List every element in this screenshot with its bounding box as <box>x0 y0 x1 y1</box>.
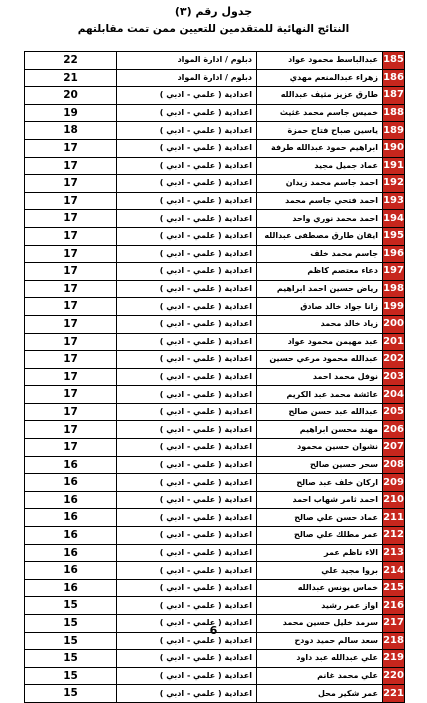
score-cell: 17 <box>25 315 117 333</box>
row-number-cell: 210 <box>383 491 405 509</box>
score-cell: 15 <box>25 650 117 668</box>
score-cell: 16 <box>25 527 117 545</box>
qualification-cell: اعدادية ( علمي - ادبي ) <box>117 104 257 122</box>
qualification-cell: اعدادية ( علمي - ادبي ) <box>117 122 257 140</box>
row-number-cell: 187 <box>383 87 405 105</box>
name-cell: خماس يونس عبدالله <box>257 579 383 597</box>
row-number-cell: 206 <box>383 421 405 439</box>
table-row <box>25 52 405 70</box>
name-cell: رياض حسين احمد ابراهيم <box>257 280 383 298</box>
table-row <box>25 597 405 615</box>
results-table-body <box>25 52 405 703</box>
score-cell: 15 <box>25 615 117 633</box>
name-cell: ايقان طارق مصطفى عبدالله <box>257 227 383 245</box>
table-row <box>25 104 405 122</box>
table-row <box>25 333 405 351</box>
row-number-cell: 215 <box>383 579 405 597</box>
score-cell: 17 <box>25 157 117 175</box>
name-cell: عبدالله عبد حسن صالح <box>257 403 383 421</box>
row-number-cell: 221 <box>383 685 405 703</box>
name-cell: زانا جواد خالد صادق <box>257 298 383 316</box>
table-row <box>25 491 405 509</box>
table-row <box>25 69 405 87</box>
row-number-cell: 218 <box>383 632 405 650</box>
row-number-cell: 194 <box>383 210 405 228</box>
row-number-cell: 193 <box>383 192 405 210</box>
name-cell: زهراء عبدالمنعم مهدي <box>257 69 383 87</box>
score-cell: 17 <box>25 192 117 210</box>
qualification-cell: اعدادية ( علمي - ادبي ) <box>117 456 257 474</box>
table-row <box>25 685 405 703</box>
row-number-cell: 189 <box>383 122 405 140</box>
score-cell: 17 <box>25 421 117 439</box>
table-label: جدول رقم (٣) <box>174 5 253 18</box>
qualification-cell: اعدادية ( علمي - ادبي ) <box>117 139 257 157</box>
qualification-cell: اعدادية ( علمي - ادبي ) <box>117 544 257 562</box>
qualification-cell: اعدادية ( علمي - ادبي ) <box>117 509 257 527</box>
qualification-cell: اعدادية ( علمي - ادبي ) <box>117 615 257 633</box>
qualification-cell: اعدادية ( علمي - ادبي ) <box>117 667 257 685</box>
name-cell: احمد فتحي جاسم محمد <box>257 192 383 210</box>
score-cell: 16 <box>25 509 117 527</box>
qualification-cell: اعدادية ( علمي - ادبي ) <box>117 421 257 439</box>
qualification-cell: اعدادية ( علمي - ادبي ) <box>117 403 257 421</box>
table-row <box>25 386 405 404</box>
table-row <box>25 210 405 228</box>
score-cell: 16 <box>25 456 117 474</box>
row-number-cell: 208 <box>383 456 405 474</box>
score-cell: 16 <box>25 544 117 562</box>
name-cell: طارق عزيز مثيف عبدالله <box>257 87 383 105</box>
qualification-cell: اعدادية ( علمي - ادبي ) <box>117 315 257 333</box>
score-cell: 20 <box>25 87 117 105</box>
qualification-cell: اعدادية ( علمي - ادبي ) <box>117 579 257 597</box>
score-cell: 17 <box>25 227 117 245</box>
row-number-cell: 196 <box>383 245 405 263</box>
name-cell: عمر شكير محل <box>257 685 383 703</box>
table-row <box>25 421 405 439</box>
score-cell: 16 <box>25 579 117 597</box>
score-cell: 18 <box>25 122 117 140</box>
score-cell: 17 <box>25 280 117 298</box>
qualification-cell: دبلوم / ادارة المواد <box>117 52 257 70</box>
row-number-cell: 188 <box>383 104 405 122</box>
qualification-cell: اعدادية ( علمي - ادبي ) <box>117 527 257 545</box>
score-cell: 17 <box>25 439 117 457</box>
score-cell: 17 <box>25 263 117 281</box>
qualification-cell: اعدادية ( علمي - ادبي ) <box>117 351 257 369</box>
row-number-cell: 199 <box>383 298 405 316</box>
row-number-cell: 195 <box>383 227 405 245</box>
name-cell: سحر حسين صالح <box>257 456 383 474</box>
qualification-cell: اعدادية ( علمي - ادبي ) <box>117 632 257 650</box>
score-cell: 16 <box>25 491 117 509</box>
qualification-cell: اعدادية ( علمي - ادبي ) <box>117 227 257 245</box>
table-row <box>25 192 405 210</box>
score-cell: 16 <box>25 474 117 492</box>
row-number-cell: 185 <box>383 52 405 70</box>
page-number: 6 <box>209 624 218 637</box>
table-row <box>25 280 405 298</box>
row-number-cell: 213 <box>383 544 405 562</box>
row-number-cell: 203 <box>383 368 405 386</box>
row-number-cell: 219 <box>383 650 405 668</box>
score-cell: 21 <box>25 69 117 87</box>
name-cell: عبدالباسط محمود عواد <box>257 52 383 70</box>
name-cell: جاسم محمد خلف <box>257 245 383 263</box>
row-number-cell: 190 <box>383 139 405 157</box>
score-cell: 15 <box>25 685 117 703</box>
name-cell: بروا مجيد علي <box>257 562 383 580</box>
qualification-cell: اعدادية ( علمي - ادبي ) <box>117 685 257 703</box>
qualification-cell: اعدادية ( علمي - ادبي ) <box>117 491 257 509</box>
table-row <box>25 315 405 333</box>
score-cell: 16 <box>25 562 117 580</box>
table-row <box>25 562 405 580</box>
qualification-cell: اعدادية ( علمي - ادبي ) <box>117 333 257 351</box>
qualification-cell: اعدادية ( علمي - ادبي ) <box>117 650 257 668</box>
qualification-cell: اعدادية ( علمي - ادبي ) <box>117 87 257 105</box>
row-number-cell: 216 <box>383 597 405 615</box>
table-row <box>25 245 405 263</box>
name-cell: عمر مطلك علي صالح <box>257 527 383 545</box>
row-number-cell: 212 <box>383 527 405 545</box>
name-cell: خميس جاسم محمد غثيث <box>257 104 383 122</box>
qualification-cell: اعدادية ( علمي - ادبي ) <box>117 263 257 281</box>
name-cell: نشوان حسين محمود <box>257 439 383 457</box>
score-cell: 17 <box>25 351 117 369</box>
row-number-cell: 209 <box>383 474 405 492</box>
name-cell: احمد ثامر شهاب احمد <box>257 491 383 509</box>
row-number-cell: 211 <box>383 509 405 527</box>
name-cell: زياد خالد محمد <box>257 315 383 333</box>
name-cell: علي محمد غانم <box>257 667 383 685</box>
qualification-cell: اعدادية ( علمي - ادبي ) <box>117 439 257 457</box>
score-cell: 17 <box>25 368 117 386</box>
score-cell: 17 <box>25 175 117 193</box>
table-row <box>25 474 405 492</box>
row-number-cell: 201 <box>383 333 405 351</box>
qualification-cell: اعدادية ( علمي - ادبي ) <box>117 597 257 615</box>
qualification-cell: اعدادية ( علمي - ادبي ) <box>117 210 257 228</box>
table-row <box>25 351 405 369</box>
score-cell: 15 <box>25 632 117 650</box>
row-number-cell: 186 <box>383 69 405 87</box>
table-row <box>25 263 405 281</box>
table-row <box>25 139 405 157</box>
score-cell: 17 <box>25 333 117 351</box>
name-cell: اركان خلف عبد صالح <box>257 474 383 492</box>
row-number-cell: 192 <box>383 175 405 193</box>
table-row <box>25 227 405 245</box>
score-cell: 17 <box>25 298 117 316</box>
table-row <box>25 298 405 316</box>
qualification-cell: اعدادية ( علمي - ادبي ) <box>117 368 257 386</box>
name-cell: مهند محسن ابراهيم <box>257 421 383 439</box>
qualification-cell: اعدادية ( علمي - ادبي ) <box>117 157 257 175</box>
qualification-cell: اعدادية ( علمي - ادبي ) <box>117 298 257 316</box>
qualification-cell: دبلوم / ادارة المواد <box>117 69 257 87</box>
table-row <box>25 439 405 457</box>
row-number-cell: 191 <box>383 157 405 175</box>
row-number-cell: 204 <box>383 386 405 404</box>
table-row <box>25 122 405 140</box>
qualification-cell: اعدادية ( علمي - ادبي ) <box>117 280 257 298</box>
row-number-cell: 217 <box>383 615 405 633</box>
name-cell: علي عبدالله عبد داود <box>257 650 383 668</box>
score-cell: 17 <box>25 210 117 228</box>
score-cell: 15 <box>25 597 117 615</box>
table-row <box>25 544 405 562</box>
qualification-cell: اعدادية ( علمي - ادبي ) <box>117 386 257 404</box>
table-row <box>25 368 405 386</box>
row-number-cell: 214 <box>383 562 405 580</box>
name-cell: نوفل محمد احمد <box>257 368 383 386</box>
row-number-cell: 197 <box>383 263 405 281</box>
name-cell: ابراهيم حمود عبدالله طرفة <box>257 139 383 157</box>
score-cell: 22 <box>25 52 117 70</box>
table-row <box>25 87 405 105</box>
table-row <box>25 579 405 597</box>
document-title: النتائج النهائية للمتقدمين للتعيين ممن تمت مقابلتهم <box>77 23 350 35</box>
score-cell: 17 <box>25 245 117 263</box>
qualification-cell: اعدادية ( علمي - ادبي ) <box>117 175 257 193</box>
row-number-cell: 198 <box>383 280 405 298</box>
name-cell: عماد جميل مجيد <box>257 157 383 175</box>
table-row <box>25 403 405 421</box>
qualification-cell: اعدادية ( علمي - ادبي ) <box>117 562 257 580</box>
name-cell: سرمد خليل حسين محمد <box>257 615 383 633</box>
row-number-cell: 205 <box>383 403 405 421</box>
name-cell: عماد حسن علي صالح <box>257 509 383 527</box>
name-cell: سعد سالم حميد دودح <box>257 632 383 650</box>
name-cell: احمد جاسم محمد زيدان <box>257 175 383 193</box>
score-cell: 17 <box>25 139 117 157</box>
table-row <box>25 527 405 545</box>
table-row <box>25 667 405 685</box>
name-cell: احمد محمد نوري واحد <box>257 210 383 228</box>
name-cell: ياسين صباح فتاح حمزة <box>257 122 383 140</box>
results-table <box>24 51 405 703</box>
table-row <box>25 509 405 527</box>
name-cell: عبد مهيمن محمود عواد <box>257 333 383 351</box>
name-cell: الاء ناظم عمر <box>257 544 383 562</box>
table-row <box>25 157 405 175</box>
score-cell: 17 <box>25 403 117 421</box>
qualification-cell: اعدادية ( علمي - ادبي ) <box>117 245 257 263</box>
name-cell: دعاء معتصم كاظم <box>257 263 383 281</box>
table-row <box>25 175 405 193</box>
qualification-cell: اعدادية ( علمي - ادبي ) <box>117 474 257 492</box>
score-cell: 19 <box>25 104 117 122</box>
name-cell: عائشة محمد عبد الكريم <box>257 386 383 404</box>
name-cell: عبدالله محمود مرعي حسين <box>257 351 383 369</box>
table-row <box>25 456 405 474</box>
row-number-cell: 220 <box>383 667 405 685</box>
qualification-cell: اعدادية ( علمي - ادبي ) <box>117 192 257 210</box>
row-number-cell: 207 <box>383 439 405 457</box>
name-cell: اواز عمر رشيد <box>257 597 383 615</box>
score-cell: 15 <box>25 667 117 685</box>
row-number-cell: 202 <box>383 351 405 369</box>
score-cell: 17 <box>25 386 117 404</box>
row-number-cell: 200 <box>383 315 405 333</box>
table-row <box>25 650 405 668</box>
